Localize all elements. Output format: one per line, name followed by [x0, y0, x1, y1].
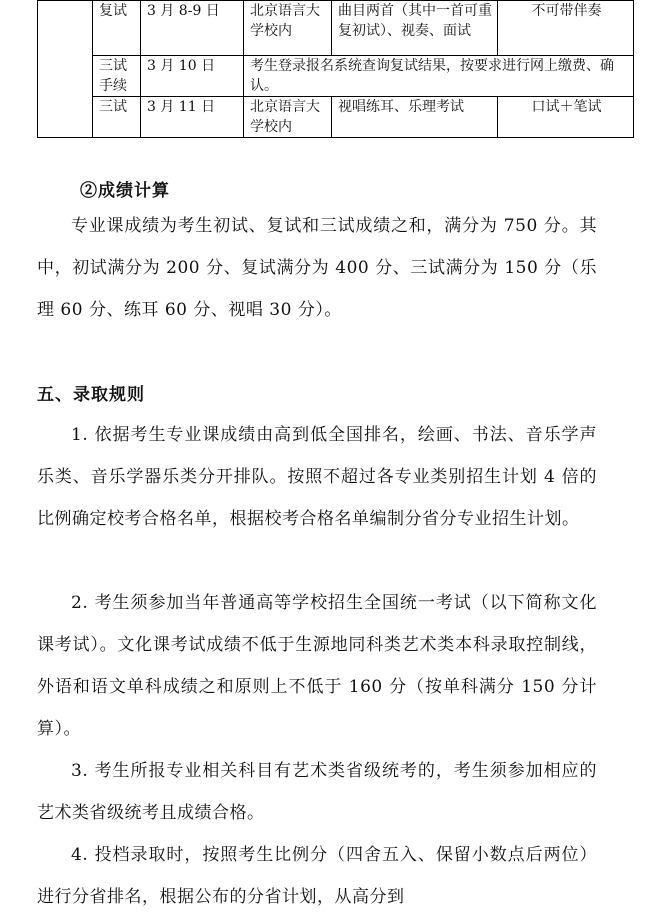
note-cell: 不可带伴奏 [498, 1, 634, 56]
admission-item-4: 4. 投档录取时，按照考生比例分（四舍五入、保留小数点后两位）进行分省排名，根据公布的分省计划，从高分到 [37, 845, 597, 907]
stage-cell: 复试 [93, 1, 141, 56]
stage-cell: 三试手续 [93, 56, 141, 97]
score-section-title: ②成绩计算 [80, 181, 170, 201]
admission-heading: 五、录取规则 [37, 385, 145, 405]
place-cell: 北京语言大学校内 [244, 97, 332, 138]
merged-left-cell [38, 1, 93, 138]
table-row [38, 56, 634, 97]
exam-schedule-table [37, 0, 634, 138]
date-cell: 3 月 11 日 [141, 97, 244, 138]
merged-content-cell: 考生登录报名系统查询复试结果，按要求进行网上缴费、确认。 [244, 56, 634, 97]
date-cell: 3 月 10 日 [141, 56, 244, 97]
stage-cell: 三试 [93, 97, 141, 138]
table-row [38, 97, 634, 138]
note-cell: 口试＋笔试 [498, 97, 634, 138]
admission-item-1: 1. 依据考生专业课成绩由高到低全国排名，绘画、书法、音乐学声乐类、音乐学器乐类分开排队。按照不超过各专业类别招生计划 4 倍的比例确定校考合格名单，根据校考合格名单编制分省分专业招生计划。 [37, 425, 597, 529]
content-cell: 视唱练耳、乐理考试 [332, 97, 498, 138]
content-cell: 曲目两首（其中一首可重复初试）、视奏、面试 [332, 1, 498, 56]
table-row [38, 1, 634, 56]
admission-item-2: 2. 考生须参加当年普通高等学校招生全国统一考试（以下简称文化课考试）。文化课考试成绩不低于生源地同科类艺术类本科录取控制线，外语和语文单科成绩之和原则上不低于 160 分（按单科满分 150 分计算）。 [37, 593, 597, 739]
place-cell: 北京语言大学校内 [244, 1, 332, 56]
date-cell: 3 月 8-9 日 [141, 1, 244, 56]
score-paragraph: 专业课成绩为考生初试、复试和三试成绩之和，满分为 750 分。其中，初试满分为 200 分、复试满分为 400 分、三试满分为 150 分（乐理 60 分、练耳 60 分、视唱 30 分）。 [37, 216, 597, 320]
admission-item-3: 3. 考生所报专业相关科目有艺术类省级统考的，考生须参加相应的艺术类省级统考且成绩合格。 [37, 761, 597, 823]
